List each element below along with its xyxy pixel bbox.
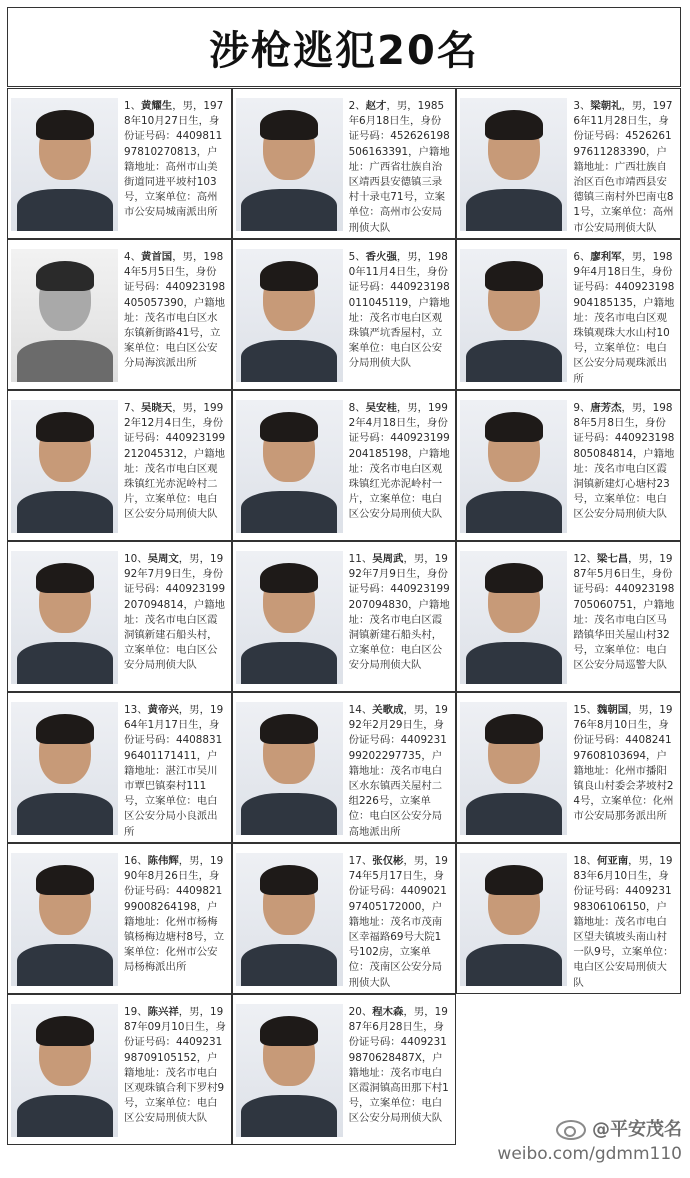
fugitive-photo bbox=[460, 702, 567, 835]
fugitive-name: 香火强 bbox=[365, 251, 397, 263]
fugitive-grid bbox=[7, 88, 681, 1145]
fugitive-number: 3、 bbox=[573, 100, 591, 112]
fugitive-number: 9、 bbox=[573, 402, 591, 414]
fugitive-photo bbox=[236, 400, 343, 533]
fugitive-info bbox=[346, 240, 456, 389]
fugitive-number: 19、 bbox=[124, 1006, 148, 1018]
fugitive-card bbox=[456, 692, 681, 843]
fugitive-name: 关歌成 bbox=[372, 704, 404, 716]
fugitive-name: 吴周武 bbox=[372, 553, 404, 565]
fugitive-photo bbox=[460, 400, 567, 533]
fugitive-photo bbox=[460, 551, 567, 684]
fugitive-photo bbox=[236, 853, 343, 986]
fugitive-details: ，男，1987年6月28日生，身份证号码：44092319870628487X，户籍地址：茂名市电白区霞洞镇高田那下村1号，立案单位：电白区公安分局刑侦大队 bbox=[348, 1006, 449, 1125]
fugitive-photo bbox=[460, 853, 567, 986]
fugitive-card bbox=[232, 390, 457, 541]
fugitive-card bbox=[232, 994, 457, 1145]
fugitive-card bbox=[232, 541, 457, 692]
fugitive-name: 程木森 bbox=[372, 1006, 404, 1018]
fugitive-name: 赵才 bbox=[365, 100, 387, 112]
fugitive-details: ，男，1976年8月10日生，身份证号码：440824197608103694，户籍地址：化州市播阳镇良山村委会茅坡村24号，立案单位：化州市公安局那务派出所 bbox=[573, 704, 674, 823]
fugitive-number: 1、 bbox=[124, 100, 142, 112]
fugitive-name: 张仅彬 bbox=[372, 855, 404, 867]
fugitive-photo bbox=[11, 702, 118, 835]
fugitive-name: 廖利军 bbox=[590, 251, 622, 263]
fugitive-details: ，男，1987年09月10日生，身份证号码：440923198709105152，户籍地址：茂名市电白区观珠镇合利下罗村9号，立案单位：电白区公安局刑侦大队 bbox=[124, 1006, 227, 1125]
fugitive-name: 黄耀生 bbox=[141, 100, 173, 112]
fugitive-details: ，男，1992年7月9日生，身份证号码：440923199207094830，户籍地址：茂名市电白区霞洞镇新建石船头村，立案单位：电白区公安分局刑侦大队 bbox=[348, 553, 450, 672]
fugitive-name: 梁七昌 bbox=[596, 553, 629, 565]
fugitive-info bbox=[570, 391, 680, 540]
fugitive-info bbox=[570, 89, 680, 238]
fugitive-photo bbox=[11, 98, 118, 231]
fugitive-number: 8、 bbox=[348, 402, 366, 414]
fugitive-info bbox=[346, 542, 456, 691]
fugitive-card bbox=[456, 88, 681, 239]
fugitive-card bbox=[7, 994, 232, 1145]
fugitive-info bbox=[346, 995, 456, 1144]
fugitive-info bbox=[346, 693, 456, 842]
fugitive-name: 唐芳杰 bbox=[590, 402, 622, 414]
fugitive-info bbox=[121, 693, 231, 842]
fugitive-info bbox=[570, 844, 680, 993]
fugitive-number: 12、 bbox=[573, 553, 597, 565]
fugitive-card bbox=[232, 843, 457, 994]
fugitive-card bbox=[7, 692, 232, 843]
fugitive-card bbox=[7, 239, 232, 390]
fugitive-details: ，男，1992年7月9日生，身份证号码：440923199207094814，户籍地址：茂名市电白区霞洞镇新建石船头村，立案单位：电白区公安分局刑侦大队 bbox=[124, 553, 226, 672]
fugitive-number: 2、 bbox=[348, 100, 366, 112]
fugitive-photo bbox=[11, 551, 118, 684]
fugitive-details: ，男，1978年10月27日生，身份证号码：440981197810270813，户籍地址：高州市山美街道同进平坡村103号，立案单位：高州市公安局城南派出所 bbox=[124, 100, 224, 219]
fugitive-photo bbox=[236, 98, 343, 231]
fugitive-name: 吴安桂 bbox=[365, 402, 397, 414]
fugitive-number: 15、 bbox=[573, 704, 597, 716]
title-box bbox=[7, 7, 681, 87]
fugitive-card bbox=[456, 239, 681, 390]
fugitive-details: ，男，1964年1月17日生，身份证号码：440883196401171411，户籍地址：湛江市吴川市覃巴镇秦村111号，立案单位：电白区公安分局小良派出所 bbox=[124, 704, 224, 838]
fugitive-info bbox=[121, 89, 231, 238]
fugitive-info bbox=[121, 844, 231, 993]
fugitive-info bbox=[121, 240, 231, 389]
fugitive-number: 17、 bbox=[348, 855, 373, 867]
fugitive-card bbox=[456, 390, 681, 541]
fugitive-info bbox=[121, 995, 231, 1144]
fugitive-number: 11、 bbox=[348, 553, 373, 565]
watermark-url: weibo.com/gdmm110 bbox=[497, 1144, 682, 1164]
fugitive-details: ，男，1980年11月4日生，身份证号码：440923198011045119，户籍地址：茂名市电白区观珠镇严坑香屋村，立案单位：电白区公安分局刑侦大队 bbox=[348, 251, 450, 370]
fugitive-info bbox=[346, 391, 456, 540]
fugitive-info bbox=[570, 693, 680, 842]
fugitive-number: 6、 bbox=[573, 251, 591, 263]
fugitive-info bbox=[570, 542, 680, 691]
fugitive-photo bbox=[236, 551, 343, 684]
fugitive-card bbox=[7, 843, 232, 994]
fugitive-details: ，男，1992年12月4日生，身份证号码：440923199212045312，户籍地址：茂名市电白区观珠镇红光赤泥岭村二片，立案单位：电白区公安分局刑侦大队 bbox=[124, 402, 226, 521]
fugitive-details: ，男，1990年8月26日生，身份证号码：440982199008264198，户籍地址：化州市杨梅镇杨梅边塘村8号，立案单位：化州市公安局杨梅派出所 bbox=[124, 855, 225, 974]
fugitive-photo bbox=[236, 1004, 343, 1137]
fugitive-name: 陈伟辉 bbox=[147, 855, 179, 867]
fugitive-photo bbox=[11, 400, 118, 533]
fugitive-photo bbox=[11, 1004, 118, 1137]
fugitive-details: ，男，1988年5月8日生，身份证号码：440923198805084814，户籍地址：茂名市电白区霞洞镇新建灯心塘村23号，立案单位：电白区公安分局刑侦大队 bbox=[573, 402, 675, 521]
fugitive-details: ，男，1983年6月10日生，身份证号码：440923198306106150，户籍地址：茂名市电白区望夫镇坡头南山村一队9号，立案单位：电白区公安局刑侦大队 bbox=[573, 855, 674, 989]
fugitive-info bbox=[121, 542, 231, 691]
fugitive-info bbox=[346, 89, 456, 238]
fugitive-details: ，男，1987年5月6日生，身份证号码：440923198705060751，户籍地址：茂名市电白区马踏镇华田关屋山村32号，立案单位：电白区公安分局巡警大队 bbox=[573, 553, 675, 672]
fugitive-name: 吴周文 bbox=[147, 553, 179, 565]
fugitive-card bbox=[232, 239, 457, 390]
fugitive-number: 16、 bbox=[124, 855, 148, 867]
weibo-watermark bbox=[497, 1118, 682, 1166]
fugitive-photo bbox=[460, 98, 567, 231]
fugitive-details: ，男，1985年6月18日生，身份证号码：452626198506163391，户籍地址：广西省壮族自治区靖西县安德镇三录村十录屯71号，立案单位：高州市公安局刑侦大队 bbox=[348, 100, 450, 234]
fugitive-card bbox=[456, 843, 681, 994]
fugitive-details: ，男，1984年5月5日生，身份证号码：440923198405057390，户籍地址：茂名市电白区水东镇新街路41号，立案单位：电白区公安分局海滨派出所 bbox=[124, 251, 226, 370]
page-title: 涉枪逃犯20名 bbox=[209, 27, 479, 74]
fugitive-name: 黄首国 bbox=[141, 251, 173, 263]
fugitive-name: 陈兴祥 bbox=[147, 1006, 179, 1018]
fugitive-info bbox=[121, 391, 231, 540]
fugitive-number: 18、 bbox=[573, 855, 597, 867]
fugitive-number: 5、 bbox=[348, 251, 366, 263]
fugitive-details: ，男，1992年2月29日生，身份证号码：440923199202297735，户籍地址：茂名市电白区水东镇西关屋村二组226号，立案单位：电白区公安分局高地派出所 bbox=[348, 704, 448, 838]
fugitive-card bbox=[7, 541, 232, 692]
fugitive-info bbox=[570, 240, 680, 389]
fugitive-number: 10、 bbox=[124, 553, 148, 565]
fugitive-details: ，男，1974年5月17日生，身份证号码：440902197405172000，户籍地址：茂名市茂南区幸福路69号大院1号102房，立案单位：茂南区公安分局刑侦大队 bbox=[348, 855, 448, 989]
watermark-account: @平安茂名 bbox=[592, 1119, 682, 1140]
fugitive-number: 20、 bbox=[348, 1006, 373, 1018]
fugitive-name: 梁朝礼 bbox=[590, 100, 622, 112]
fugitive-name: 魏朝国 bbox=[596, 704, 629, 716]
fugitive-name: 吴晓天 bbox=[141, 402, 173, 414]
fugitive-number: 14、 bbox=[348, 704, 373, 716]
fugitive-number: 7、 bbox=[124, 402, 142, 414]
fugitive-card bbox=[232, 692, 457, 843]
fugitive-details: ，男，1989年4月18日生，身份证号码：440923198904185135，户籍地址：茂名市电白区观珠镇观珠大水山村10号，立案单位：电白区公安分局观珠派出所 bbox=[573, 251, 675, 385]
fugitive-photo bbox=[11, 249, 118, 382]
fugitive-photo bbox=[236, 702, 343, 835]
fugitive-number: 4、 bbox=[124, 251, 142, 263]
fugitive-info bbox=[346, 844, 456, 993]
fugitive-card bbox=[7, 390, 232, 541]
fugitive-card bbox=[7, 88, 232, 239]
fugitive-card bbox=[456, 541, 681, 692]
fugitive-name: 何亚南 bbox=[596, 855, 629, 867]
fugitive-photo bbox=[11, 853, 118, 986]
weibo-logo-icon bbox=[556, 1120, 586, 1140]
fugitive-photo bbox=[460, 249, 567, 382]
fugitive-number: 13、 bbox=[124, 704, 148, 716]
fugitive-details: ，男，1976年11月28日生，身份证号码：452626197611283390，户籍地址：广西壮族自治区百色市靖西县安德镇三南村外巴南屯81号，立案单位：高州市公安局刑侦大队 bbox=[573, 100, 674, 234]
fugitive-details: ，男，1992年4月18日生，身份证号码：440923199204185198，户籍地址：茂名市电白区观珠镇红光赤泥岭村一片，立案单位：电白区公安分局刑侦大队 bbox=[348, 402, 450, 521]
fugitive-name: 黄帝兴 bbox=[147, 704, 179, 716]
fugitive-card bbox=[232, 88, 457, 239]
fugitive-photo bbox=[236, 249, 343, 382]
